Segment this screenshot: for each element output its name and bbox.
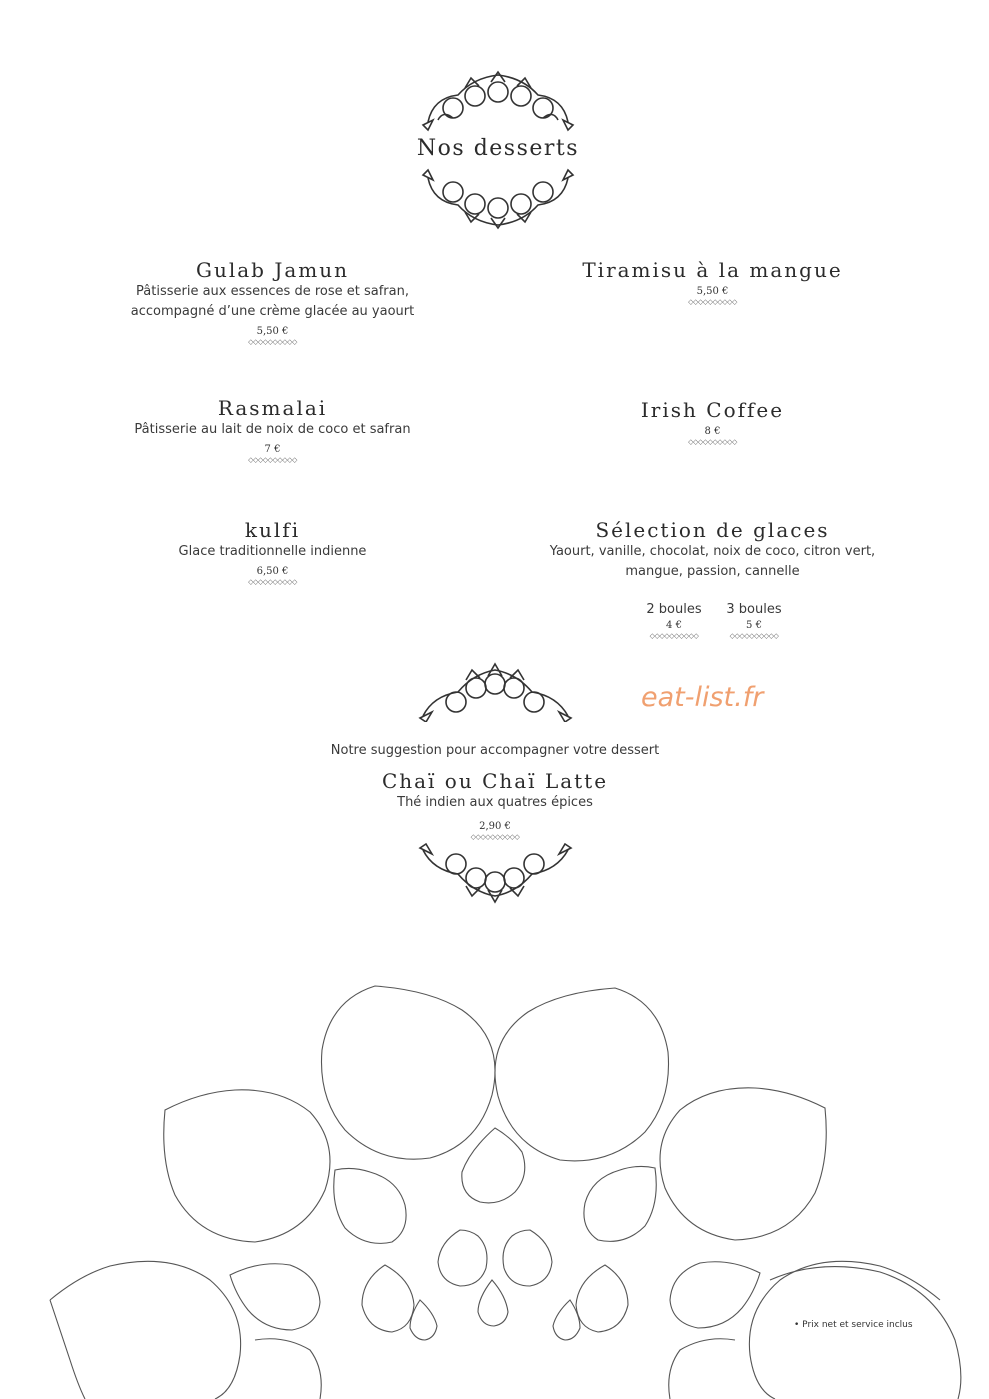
suggestion-price: 2,90 € [479,821,511,832]
price-underline-decoration: ◇◇◇◇◇◇◇◇◇◇ [649,632,699,640]
item-name: Tiramisu à la mangue [582,258,843,282]
menu-item-rasmalai [90,396,455,464]
menu-item-tiramisu [530,258,895,306]
suggestion-name: Chaï ou Chaï Latte [381,769,609,793]
item-price: 5,50 € [696,286,729,297]
item-description: Glace traditionnelle indienne [178,544,367,559]
price-underline-decoration: ◇◇◇◇◇◇◇◇◇◇ [248,456,297,464]
item-price: 5,50 € [256,326,289,337]
glaces-option-2-boules [634,600,714,640]
price-underline-decoration: ◇◇◇◇◇◇◇◇◇◇ [248,338,297,346]
suggestion-block [280,741,710,841]
glaces-option-3-boules [714,600,794,640]
item-description: Yaourt, vanille, chocolat, noix de coco, citron vert, [549,544,876,559]
footer-note: • Prix net et service inclus [794,1320,913,1330]
suggestion-description: Thé indien aux quatres épices [397,795,593,810]
option-price: 4 € [666,620,682,631]
menu-item-irish-coffee [530,398,895,446]
mandala-decoration [0,980,989,1399]
bottom-ornament [418,842,573,910]
option-price: 5 € [746,620,762,631]
item-name: Irish Coffee [640,398,785,422]
suggestion-intro: Notre suggestion pour accompagner votre dessert [330,743,660,758]
item-description: accompagné d’une crème glacée au yaourt [130,304,415,319]
item-price: 7 € [264,444,281,455]
item-description: mangue, passion, cannelle [625,564,800,579]
middle-ornament [418,656,573,722]
price-underline-decoration: ◇◇◇◇◇◇◇◇◇◇ [470,833,520,841]
item-name: Sélection de glaces [595,518,830,542]
item-price: 8 € [704,426,721,437]
menu-item-kulfi [90,518,455,586]
item-name: Gulab Jamun [195,258,349,282]
price-underline-decoration: ◇◇◇◇◇◇◇◇◇◇ [248,578,297,586]
watermark: eat-list.fr [641,682,764,713]
menu-item-gulab-jamun [90,258,455,346]
item-price: 6,50 € [256,566,289,577]
menu-item-glaces [530,518,895,582]
option-label: 2 boules [646,602,702,617]
price-underline-decoration: ◇◇◇◇◇◇◇◇◇◇ [729,632,779,640]
item-name: Rasmalai [217,396,328,420]
price-underline-decoration: ◇◇◇◇◇◇◇◇◇◇ [688,298,737,306]
item-name: kulfi [244,518,301,542]
item-description: Pâtisserie aux essences de rose et safran, [136,284,409,299]
item-description: Pâtisserie au lait de noix de coco et safran [134,422,411,437]
price-underline-decoration: ◇◇◇◇◇◇◇◇◇◇ [688,438,737,446]
option-label: 3 boules [726,602,782,617]
page-title: Nos desserts [416,136,580,161]
